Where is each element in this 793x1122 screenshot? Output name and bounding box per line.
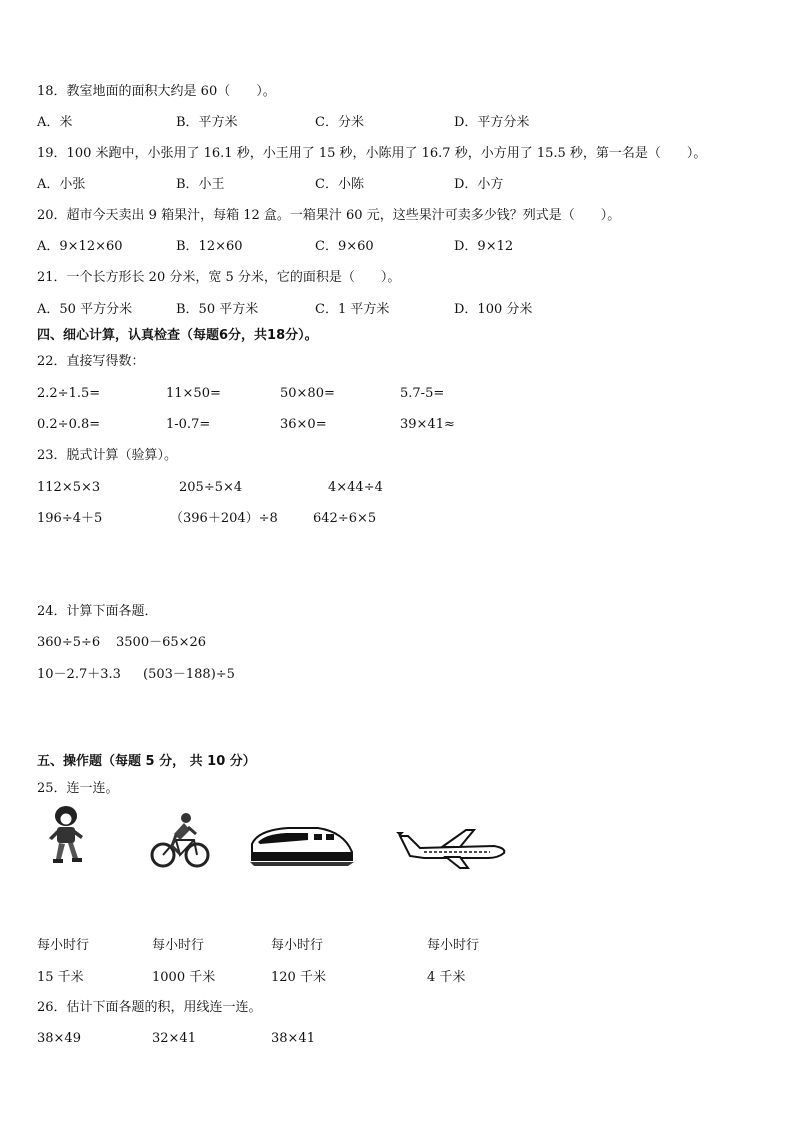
q26-item: 38×41: [271, 1031, 315, 1046]
q24-item: 360÷5÷6: [37, 635, 101, 650]
q22-item: 36×0=: [280, 417, 327, 432]
q25-speed-value: 120 千米: [271, 970, 326, 985]
q25-stem: 25．连一连。: [37, 781, 119, 796]
high-speed-train-icon: [248, 822, 356, 866]
q25-speed-value: 4 千米: [427, 970, 466, 985]
q21-option-d: D．100 分米: [454, 302, 533, 317]
q26-item: 38×49: [37, 1031, 81, 1046]
q20-option-c: C．9×60: [315, 239, 374, 254]
q26-stem: 26．估计下面各题的积，用线连一连。: [37, 1000, 262, 1015]
q25-speed-label: 每小时行: [152, 938, 205, 953]
q18-option-d: D．平方分米: [454, 115, 530, 130]
q24-item: (503－188)÷5: [143, 667, 235, 682]
q22-item: 2.2÷1.5=: [37, 386, 101, 401]
q26-item: 32×41: [152, 1031, 196, 1046]
q23-item: 4×44÷4: [328, 480, 383, 495]
q20-option-b: B．12×60: [176, 239, 243, 254]
q23-stem: 23．脱式计算（验算）。: [37, 448, 178, 463]
airplane-icon: [394, 826, 508, 870]
walking-child-icon: [44, 804, 88, 866]
q24-item: 3500－65×26: [116, 635, 207, 650]
q22-item: 39×41≈: [400, 417, 455, 432]
q21-option-b: B．50 平方米: [176, 302, 259, 317]
q21-stem: 21．一个长方形长 20 分米，宽 5 分米，它的面积是（ ）。: [37, 270, 401, 285]
q25-speed-label: 每小时行: [37, 938, 90, 953]
section-4-title: 四、细心计算，认真检查（每题6分，共18分）。: [37, 328, 318, 343]
q23-item: 196÷4＋5: [37, 511, 103, 526]
q21-option-a: A．50 平方分米: [37, 302, 133, 317]
q19-option-b: B．小王: [176, 177, 225, 192]
q18-option-a: A．米: [37, 115, 73, 130]
q22-item: 1-0.7=: [166, 417, 211, 432]
q22-stem: 22．直接写得数：: [37, 354, 145, 369]
q22-item: 0.2÷0.8=: [37, 417, 101, 432]
q24-item: 10－2.7＋3.3: [37, 667, 121, 682]
q18-option-c: C．分米: [315, 115, 364, 130]
q19-option-d: D．小方: [454, 177, 504, 192]
q22-item: 50×80=: [280, 386, 335, 401]
q22-item: 11×50=: [166, 386, 221, 401]
q25-speed-label: 每小时行: [271, 938, 324, 953]
q23-item: （396＋204）÷8: [170, 511, 278, 526]
q23-item: 205÷5×4: [179, 480, 243, 495]
q24-stem: 24．计算下面各题．: [37, 604, 158, 619]
section-5-title: 五、操作题（每题 5 分， 共 10 分）: [37, 754, 256, 769]
q19-option-c: C．小陈: [315, 177, 364, 192]
q25-speed-value: 15 千米: [37, 970, 84, 985]
q18-stem: 18．教室地面的面积大约是 60（ ）。: [37, 84, 276, 99]
q23-item: 642÷6×5: [313, 511, 377, 526]
q22-item: 5.7-5=: [400, 386, 445, 401]
q19-stem: 19．100 米跑中，小张用了 16.1 秒，小王用了 15 秒，小陈用了 16.7 秒，小方用了 15.5 秒，第一名是（ ）。: [37, 146, 707, 161]
cyclist-icon: [150, 810, 210, 870]
q21-option-c: C．1 平方米: [315, 302, 390, 317]
q20-option-a: A．9×12×60: [37, 239, 123, 254]
q20-option-d: D．9×12: [454, 239, 514, 254]
q25-speed-label: 每小时行: [427, 938, 480, 953]
q25-speed-value: 1000 千米: [152, 970, 216, 985]
q19-option-a: A．小张: [37, 177, 86, 192]
q20-stem: 20．超市今天卖出 9 箱果汁，每箱 12 盒。一箱果汁 60 元，这些果汁可卖多少钱？列式是（ ）。: [37, 208, 621, 223]
q18-option-b: B．平方米: [176, 115, 238, 130]
q23-item: 112×5×3: [37, 480, 101, 495]
